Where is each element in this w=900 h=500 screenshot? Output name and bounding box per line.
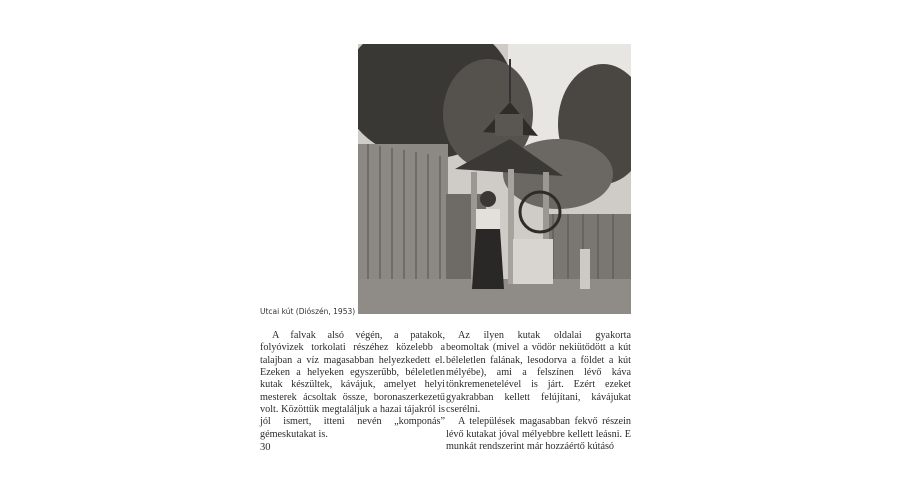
page-number: 30 — [260, 442, 271, 453]
paragraph: A települések magasabban fekvő részein lévő kutakat jóval mélyebbre kellett leásni. E munkát rendszerint már hozzáértő kútásó — [446, 416, 631, 453]
text-column-left — [260, 330, 445, 441]
well-photograph — [358, 44, 631, 314]
paragraph: Az ilyen kutak oldalai gyakorta beomoltak (mivel a vödör nekiütődött a kút béleletlen falának, lesodorva a földet a kút mélyébe), ami a felszínen lévő káva tönkremenetelével is járt. Ezért ezeket gyakrabban kellett felújítani, kávájukat cserélni. — [446, 330, 631, 416]
figure-caption: Utcai kút (Diószén, 1953) — [260, 307, 356, 316]
paragraph: A falvak alsó végén, a patakok, folyóvizek torkolati részéhez közelebb a talajban a víz magasabban helyezkedett el. Ezeken a helyeken egyszerűbb, béleletlen kutak készültek, kávájuk, amelyet helyi mesterek ácsoltak össze, boronaszerkezetű volt. Közöttük megtaláljuk a hazai tájakról is jól ismert, itteni nevén „komponás” gémeskutakat is. — [260, 330, 445, 440]
text-column-right — [446, 330, 631, 453]
photo-illustration — [358, 44, 631, 314]
